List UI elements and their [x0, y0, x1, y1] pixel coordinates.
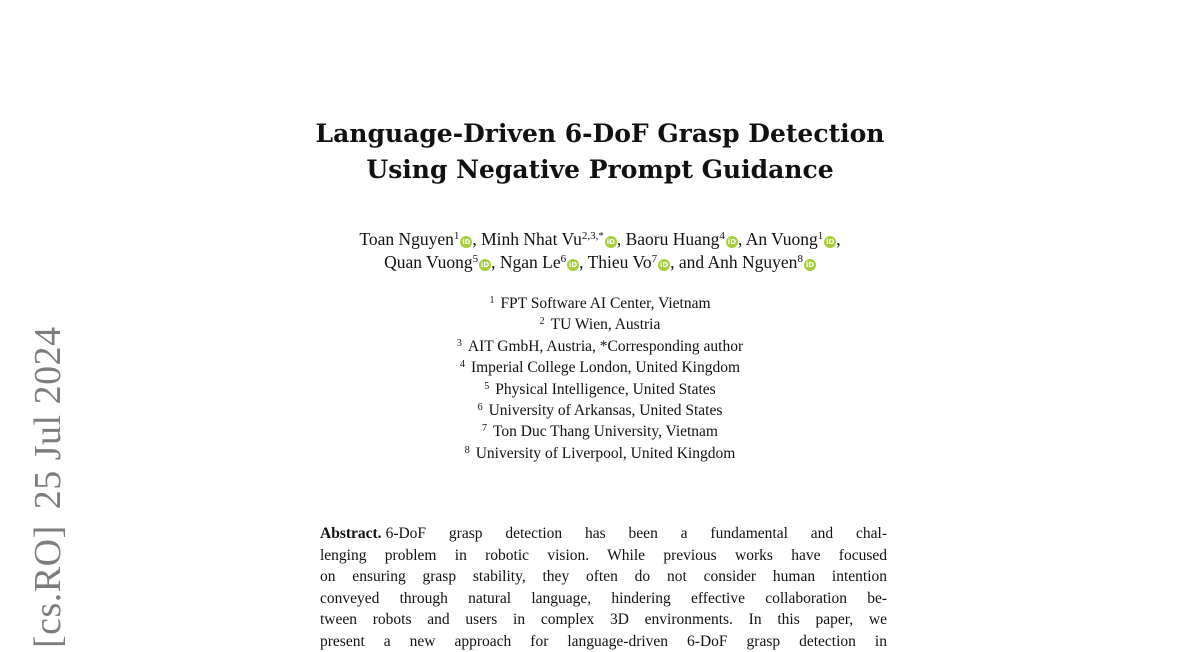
- author-line-1: [0, 228, 1200, 251]
- abstract-label: Abstract.: [320, 525, 382, 542]
- author-separator: ,: [617, 229, 626, 249]
- orcid-icon[interactable]: iD: [658, 259, 670, 271]
- author-affiliation-mark: 1: [818, 230, 824, 242]
- affiliation: [0, 357, 1200, 378]
- author-separator: ,: [738, 229, 746, 249]
- affiliation-number: 4: [460, 359, 465, 370]
- orcid-icon[interactable]: iD: [824, 236, 836, 248]
- abstract-line: on ensuring grasp stability, they often do not consider human intention: [320, 566, 887, 588]
- author-affiliation-mark: 1: [454, 230, 460, 242]
- author: [588, 252, 671, 272]
- author-separator: ,: [836, 229, 840, 249]
- author: [500, 252, 579, 272]
- affiliation-number: 3: [457, 338, 462, 349]
- author-list: [0, 228, 1200, 274]
- author-separator: ,: [579, 252, 587, 272]
- orcid-icon[interactable]: iD: [460, 236, 472, 248]
- affiliation: [0, 421, 1200, 442]
- author-name: Anh Nguyen: [708, 252, 798, 272]
- orcid-icon[interactable]: iD: [726, 236, 738, 248]
- affiliation: [0, 379, 1200, 400]
- author-affiliation-mark: 7: [652, 253, 658, 265]
- title-line-1: Language-Driven 6-DoF Grasp Detection: [0, 116, 1200, 152]
- author-affiliation-mark: 2,3,*: [582, 230, 604, 242]
- abstract-line: conveyed through natural language, hindering effective collaboration be-: [320, 588, 887, 610]
- affiliation: [0, 314, 1200, 335]
- author-separator: , and: [670, 252, 707, 272]
- author: [384, 252, 491, 272]
- affiliation-number: 6: [478, 402, 483, 413]
- affiliation-number: 2: [540, 316, 545, 327]
- author: [626, 229, 738, 249]
- paper-title: [0, 116, 1200, 188]
- affiliation-text: TU Wien, Austria: [551, 316, 661, 333]
- author-name: Minh Nhat Vu: [481, 229, 582, 249]
- affiliation-text: FPT Software AI Center, Vietnam: [500, 295, 710, 312]
- affiliation: [0, 336, 1200, 357]
- author-name: Quan Vuong: [384, 252, 473, 272]
- abstract: [320, 523, 887, 652]
- affiliation-number: 1: [489, 295, 494, 306]
- author-name: Thieu Vo: [588, 252, 652, 272]
- affiliation-text: University of Arkansas, United States: [489, 402, 723, 419]
- orcid-icon[interactable]: iD: [804, 259, 816, 271]
- affiliation: [0, 443, 1200, 464]
- author: [746, 229, 837, 249]
- author-affiliation-mark: 8: [797, 253, 803, 265]
- author-line-2: [0, 251, 1200, 274]
- abstract-text: 6-DoF grasp detection has been a fundamental and chal-: [386, 525, 887, 542]
- abstract-line: lenging problem in robotic vision. While previous works have focused: [320, 545, 887, 567]
- affiliation-list: [0, 293, 1200, 464]
- author: [359, 229, 472, 249]
- orcid-icon[interactable]: iD: [479, 259, 491, 271]
- affiliation-text: Imperial College London, United Kingdom: [471, 359, 740, 376]
- affiliation: [0, 400, 1200, 421]
- orcid-icon[interactable]: iD: [567, 259, 579, 271]
- author-separator: ,: [472, 229, 481, 249]
- abstract-line: present a new approach for language-driven 6-DoF grasp detection in: [320, 631, 887, 652]
- affiliation-number: 5: [484, 381, 489, 392]
- author-name: An Vuong: [746, 229, 818, 249]
- title-line-2: Using Negative Prompt Guidance: [0, 152, 1200, 188]
- author-separator: ,: [491, 252, 500, 272]
- arxiv-date: 25 Jul 2024: [27, 326, 69, 509]
- affiliation-text: University of Liverpool, United Kingdom: [476, 445, 736, 462]
- affiliation-text: Physical Intelligence, United States: [495, 381, 715, 398]
- affiliation-number: 7: [482, 423, 487, 434]
- abstract-line: [320, 523, 887, 545]
- author-name: Toan Nguyen: [359, 229, 454, 249]
- author: [481, 229, 617, 249]
- author-name: Baoru Huang: [626, 229, 720, 249]
- affiliation-number: 8: [465, 445, 470, 456]
- author: [708, 252, 816, 272]
- author-affiliation-mark: 6: [561, 253, 567, 265]
- affiliation: [0, 293, 1200, 314]
- author-affiliation-mark: 5: [473, 253, 479, 265]
- author-name: Ngan Le: [500, 252, 561, 272]
- author-affiliation-mark: 4: [719, 230, 725, 242]
- affiliation-text: Ton Duc Thang University, Vietnam: [493, 423, 718, 440]
- affiliation-text: AIT GmbH, Austria, *Corresponding author: [468, 338, 743, 355]
- arxiv-category: [cs.RO]: [27, 525, 69, 648]
- orcid-icon[interactable]: iD: [605, 236, 617, 248]
- abstract-line: tween robots and users in complex 3D environments. In this paper, we: [320, 609, 887, 631]
